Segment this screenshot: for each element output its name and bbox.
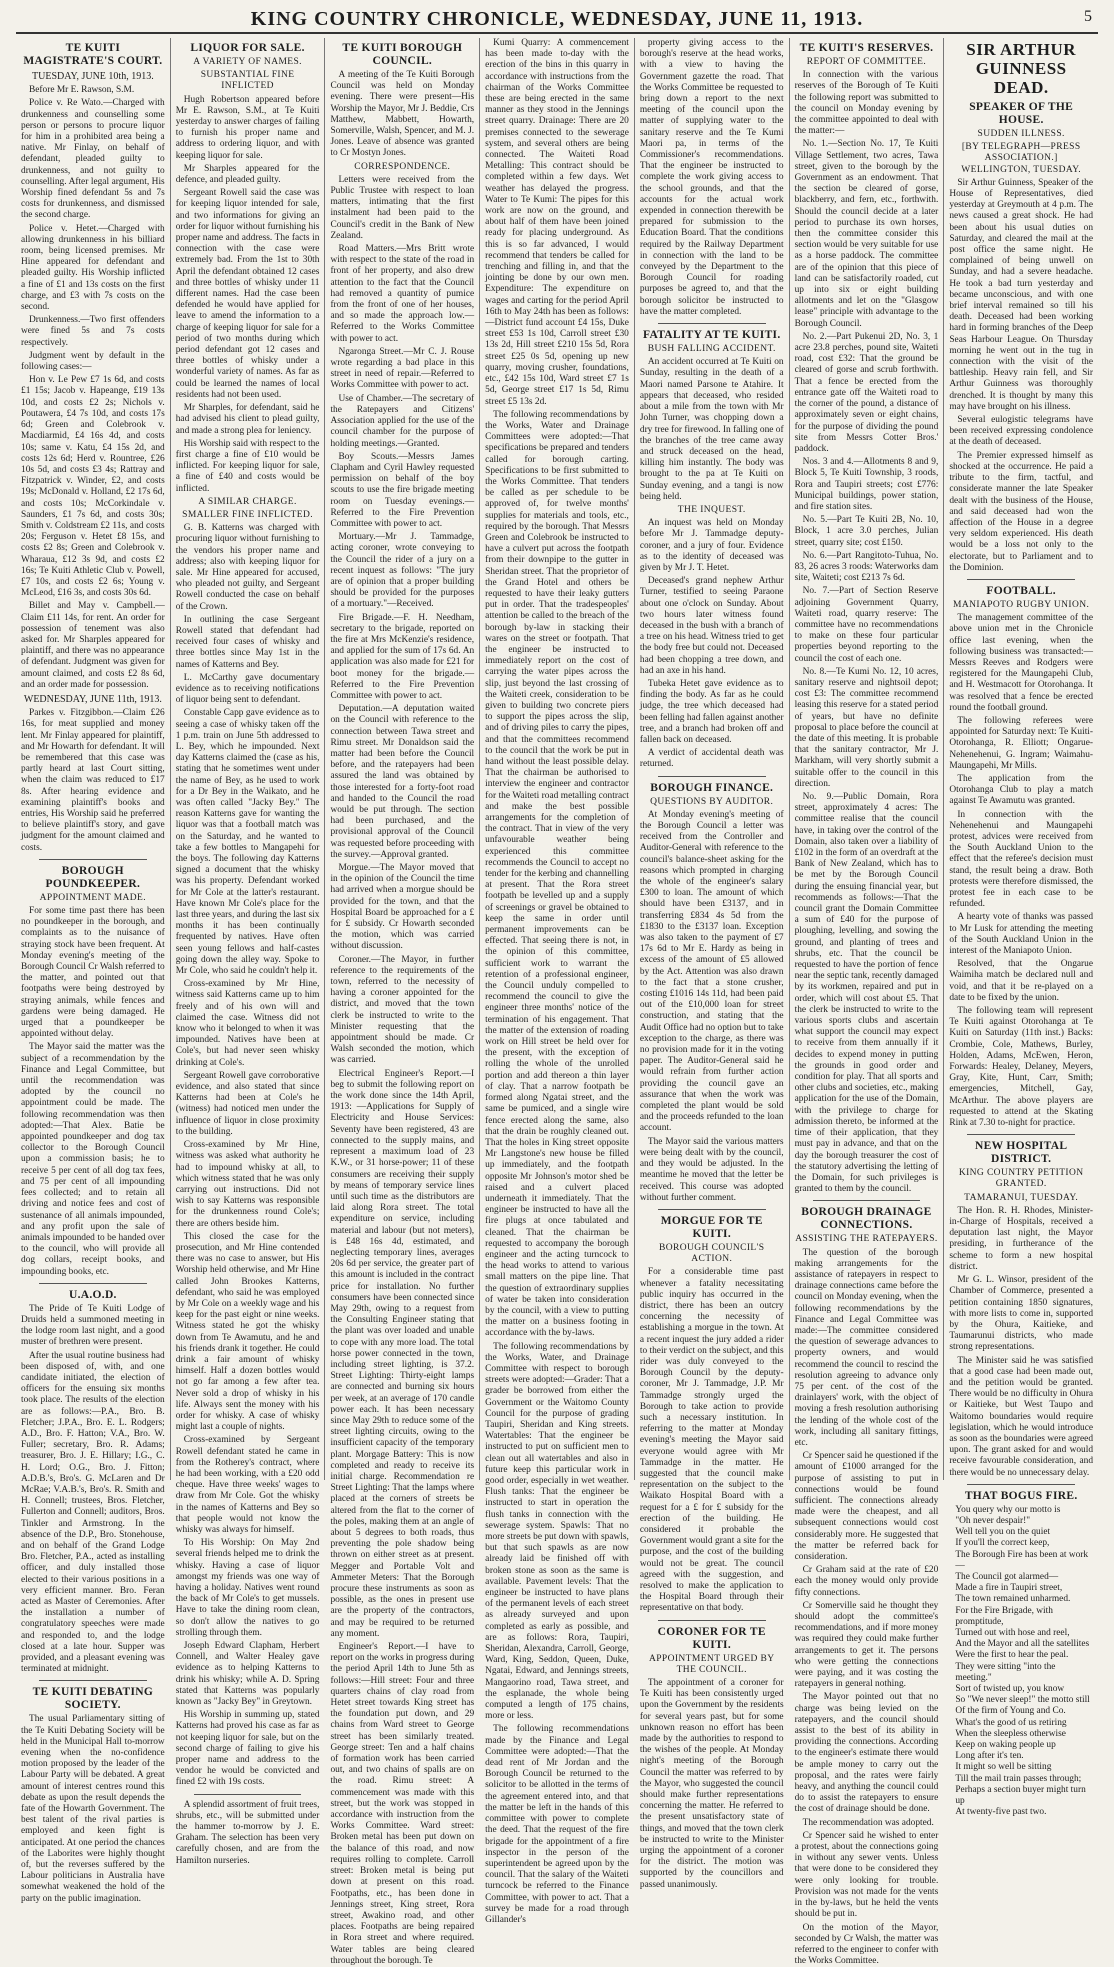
column-7 [944, 38, 1098, 1480]
poem-line: What's the good of us retiring [949, 1718, 1093, 1729]
paragraph: Cr Spencer said he questioned if the amount of £1000 arranged for the purpose of assisting to put in connections would be found sufficient. The connections already made were the cheapest, and all subsequent connections would cost considerably more. He suggested that the matter be referred back for consideration. [795, 1451, 939, 1563]
subheading: BUSH FALLING ACCIDENT. [640, 344, 784, 355]
paragraph: Before Mr E. Rawson, S.M. [21, 85, 165, 96]
paragraph: No. 9.—Public Domain, Rora street, approximately 4 acres: The committee realise that the council have, in taking over the control of the Domain, also taken over a liability of £102 in the form of an overdraft at the Bank of New Zealand, which has to be met by the Borough Council during the ensuing financial year, but recommends as follows:—That the council grant the Domain Committee a sum of £40 for the purpose of ploughing, levelling, and sowing the ground, and planting of trees and shrubs, etc. That the council be requested to have the portion of fence near the septic tank, recently damaged by its workmen, repaired and put in order, which will cost about £5. That the clerk be instructed to write to the various sports clubs and ascertain what support the council may expect to receive from them annually if it decides to expend money in putting the grounds in good order and condition for play. That all sports and other clubs and societies, etc., making application for the use of the Domain, with the privilege to charge for admission thereto, be informed at the time of their application, that they must pay in advance, and that on the day the borough treasurer the cost of the statutory advertising the letting of the Domain, for such privileges is granted to them by the council. [795, 792, 939, 1195]
poem-line: For the Fire Brigade, with promptitude, [949, 1606, 1093, 1628]
paragraph: Coroner.—The Mayor, in further reference to the requirements of the town, referred to the necessity of having a coroner appointed for the district, and moved that the town clerk be instructed to write to the Minister requesting that the appointment should be made. Cr Walsh seconded the motion, which was carried. [330, 955, 474, 1067]
subheading: CORRESPONDENCE. [330, 162, 474, 173]
column-4 [480, 38, 635, 1480]
paragraph: In connection with the Nehenehenui and Maungapehi protest, advices were received from the South Auckland Union to the effect that the referee's decision must stand, the result being a draw. Both protests were therefore dismissed, the protest fee in each case to be refunded. [949, 810, 1093, 911]
subheading: QUESTIONS BY AUDITOR. [640, 797, 784, 808]
newspaper-title: KING COUNTRY CHRONICLE, WEDNESDAY, JUNE 11, 1913. [0, 8, 1114, 31]
paragraph: property giving access to the borough's reserve at the head works, with a view to having the Government gazette the road. That the Works Committee be requested to bring down a report to the next meeting of the council upon the matter of supplying water to the sanitary reserve and the Te Kumi Maori pa, in terms of the Commissioner's recommendations. That the engineer be instructed to complete the work giving access to the school grounds, and that the accounts for the actual work expended in connection therewith be prepared for submission to the Education Board. That the conditions required by the Railway Department in connection with the land to be conveyed by the Department to the Borough Council for roading purposes be agreed to, and that the borough solicitor be instructed to have the matter completed. [640, 38, 784, 318]
paragraph: An inquest was held on Monday before Mr J. Tammadge deputy-coroner, and a jury of four. Evidence as to the identity of deceased was given by Mr J. T. Hetet. [640, 518, 784, 574]
divider [967, 579, 1075, 580]
subheading: A SIMILAR CHARGE. [176, 497, 320, 508]
column-3 [325, 38, 480, 1480]
finance-heading: BOROUGH FINANCE. [640, 782, 784, 795]
column-1 [16, 38, 171, 1480]
paragraph: A meeting of the Te Kuiti Borough Council was held on Monday evening. There were present—His Worship the Mayor, Mr J. Beddie, Crs Matthew, Mabbett, Howarth, Somerville, Walsh, Spencer, and M. J. Jones. Leave of absence was granted to Cr Mostyn Jones. [330, 70, 474, 160]
poem-line: Were the first to hear the peal. [949, 1650, 1093, 1661]
subheading: BOROUGH COUNCIL'S ACTION. [640, 1243, 784, 1265]
divider [39, 1680, 147, 1681]
poem-line: The town remained unharmed. [949, 1594, 1093, 1605]
council-heading: TE KUITI BOROUGH COUNCIL. [330, 42, 474, 68]
fatality-heading: FATALITY AT TE KUITI. [640, 329, 784, 342]
subheading: THE INQUEST. [640, 505, 784, 516]
debating-heading: TE KUITI DEBATING SOCIETY. [21, 1686, 165, 1712]
paragraph: The following recommendations by the Works, Water, and Drainage Committee with respect to borough streets were adopted:—Grader: That a grader be borrowed from either the Government or the Waitomo County Council for the purpose of grading Taupiri, Sheridan and King streets. Watertables: That the engineer be instructed to put on sufficient men to clean out all watertables and also in future keep this particular work in good order, especially in wet weather. Flush tanks: That the engineer be instructed to start in operation the flush tanks in connection with the sewerage system. Spawls: That no more streets be put down with spawls, but that such spawls as are now already laid be finished off with broken stone as soon as the same is available. Pavement levels: That the engineer be instructed to have plans of the permanent levels of each street as already surveyed and upon completed as early as possible, and are as follows: Rora, Taupiri, Sheridan, Alexandra, Carroll, George, Ward, King, Seddon, Queen, Duke, Ngatai, Edward, and Jennings streets, Mangaorino road, Tawa street, and the esplanade, the whole being computed a length of 175 chains, more or less. [485, 1342, 629, 1723]
paragraph: No. 5.—Part Te Kuiti 2B, No. 10, Block, 1 acre 3.0 perches, Julian street, quarry site; cost £150. [795, 515, 939, 549]
poem-line: At twenty-five past two. [949, 1807, 1093, 1818]
paragraph: Constable Capp gave evidence as to seeing a case of whisky taken off the 1 p.m. train on June 5th addressed to L. Bey, which he impounded. Next day Katterns claimed the (case as his, stating that he sometimes went under the name of Bey, as he used to work for a Dr Bey in the Waikato, and he was often called "Jacky Bey." The reason Katterns gave for wanting the liquor was that a football match was on the Saturday, and he wanted to take a few bottles to Mangapehi for the boys. The following day Katterns signed a document that the whisky was his property. Defendant worked for Mr Cole at the latter's restaurant. Have known Mr Cole's place for the last three years, and during the last six months it has been continually frequented by natives. Have often seen young fellows and half-castes going down the alley way. Spoke to Mr Cole, who said he couldn't help it. [176, 708, 320, 977]
paragraph: Road Matters.—Mrs Britt wrote with respect to the state of the road in front of her property, and also drew attention to the fact that the Council had removed a quantity of pumice from the front of one of her houses, and so made the approach low.—Referred to the Works Committee with power to act. [330, 244, 474, 345]
morgue-heading: MORGUE FOR TE KUITI. [640, 1215, 784, 1241]
paragraph: The following recommendations made by the Finance and Legal Committee were adopted:—That the dead rent of Mr Jordan and the Borough Council be returned to the solicitor to be allotted in the terms of the agreement entered into, and that the matter be left in the hands of this committee with power to complete the deed. That the request of the fire brigade for the appointment of a fire inspector in the person of the superintendent be agreed upon by the council. That the salary of the Waiteti turncock be referred to the Finance Committee, with power to act. That a survey be made for a road through Gillander's [485, 1724, 629, 1926]
poem-line: Long after it's ten. [949, 1751, 1093, 1762]
liquor-heading: LIQUOR FOR SALE. [176, 42, 320, 55]
guinness-heading: SIR ARTHUR GUINNESS DEAD. [949, 40, 1093, 97]
subheading: APPOINTMENT URGED BY THE COUNCIL. [640, 1654, 784, 1676]
divider [967, 1134, 1075, 1135]
subheading: REPORT OF COMMITTEE. [795, 57, 939, 68]
paragraph: L. McCarthy gave documentary evidence as to receiving notifications of liquor being sent to defendant. [176, 673, 320, 707]
divider [658, 1620, 766, 1621]
date-line: TUESDAY, JUNE 10th, 1913. [21, 71, 165, 82]
poundkeeper-heading: BOROUGH POUNDKEEPER. [21, 865, 165, 891]
paragraph: Mortuary.—Mr J. Tammadge, acting coroner, wrote conveying to the Council the rider of a jury on a recent inquest as follows: "The jury are of opinion that a proper building should be provided for the purposes of a mortuary."—Received. [330, 532, 474, 610]
paragraph: In connection with the various reserves of the Borough of Te Kuiti the following report was submitted to the council on Monday evening by the committee appointed to deal with the matter:— [795, 70, 939, 137]
paragraph: Mr Sharples appeared for the defence, and pleaded guilty. [176, 164, 320, 186]
paragraph: Deceased's grand nephew Arthur Turner, testified to seeing Paraone about one o'clock on Sunday. About two hours later witness found deceased in the bush with a branch of a tree on his head. Witness tried to get the body free but could not. Deceased had been chopping a tree down, and had an axe in his hand. [640, 576, 784, 677]
paragraph: Parkes v. Fitzgibbon.—Claim £26 16s, for meat supplied and money lent. Mr Finlay appeared for plaintiff, and Mr Howarth for defendant. It will be remembered that this case was partly heard at last Court sitting, when the claim was reduced to £17 8s. After hearing evidence and examining plaintiff's books and entries, His Worship said he preferred to believe plaintiff's story, and gave judgment for the amount claimed and costs. [21, 708, 165, 854]
paragraph: His Worship in summing up, stated Katterns had proved his case as far as not keeping liquor for sale, but on the second charge of failing to give his proper name and address to the vendor he would be convicted and fined £2 with 19s costs. [176, 1710, 320, 1788]
poem-line: Perhaps a section buyer might turn up [949, 1785, 1093, 1807]
paragraph: Sergeant Rowell said the case was for keeping liquor intended for sale, and two informations for giving an order for liquor without furnishing his proper name and address. The facts in connection with the case were extremely bad. From the 1st to 30th April the defendant obtained 12 cases and three bottles of whisky under 11 different names. Had the case been defended he would have applied for leave to amend the information to a charge of keeping liquor for sale for a period of two months during which period defendant got 12 cases and three bottles of whisky under a wonderful variety of names. As far as could be learned the names of local residents had not been used. [176, 188, 320, 401]
poem-line: If you'll the correct keep, [949, 1538, 1093, 1549]
paragraph: Drunkenness.—Two first offenders were fined 5s and 7s costs respectively. [21, 315, 165, 349]
subheading: KING COUNTRY PETITION GRANTED. [949, 1168, 1093, 1190]
page-number: 5 [1084, 8, 1092, 26]
paragraph: Billet and May v. Campbell.—Claim £11 14s, for rent. An order for possession of tenement was also asked for. Mr Sharples appeared for plaintiff, and there was no appearance of defendant. Judgment was given for amount claimed, and costs £2 8s 6d, and an order made for possession. [21, 601, 165, 691]
paragraph: A verdict of accidental death was returned. [640, 748, 784, 770]
divider [194, 1794, 302, 1795]
paragraph: A splendid assortment of fruit trees, shrubs, etc., will be submitted under the hammer to-morrow by J. E. Graham. The selection has been very carefully chosen, and are from the Hamilton nurseries. [176, 1800, 320, 1867]
paragraph: The usual Parliamentary sitting of the Te Kuiti Debating Society will be held in the Municipal Hall to-morrow evening when the no-confidence motion proposed by the leader of the Labour Party will be debated. A great amount of interest centres round this debate as upon the result depends the fate of the Howarth Government. The best talent of the rival parties is employed and keen fight is anticipated. At one period the chances of the Laborites were highly thought of, but the reverses suffered by the Labour politicians in Australia have somewhat weakened the hold of the party on the public imagination. [21, 1714, 165, 1904]
bogus-fire-heading: THAT BOGUS FIRE. [949, 1490, 1093, 1503]
paragraph: The application from the Otorohanga Club to play a match against Te Awamutu was granted. [949, 774, 1093, 808]
paragraph: On the motion of the Mayor, seconded by Cr Walsh, the matter was referred to the engineer to confer with the Works Committee. [795, 1923, 939, 1967]
poem-line: They were sitting "into the meeting." [949, 1662, 1093, 1684]
football-heading: FOOTBALL. [949, 585, 1093, 598]
paragraph: The Mayor said the various matters were being dealt with by the council, and they would be adjusted. In the meantime he moved that the letter be received. This course was adopted without further comment. [640, 1137, 784, 1204]
column-6 [790, 38, 945, 1480]
paragraph: The Mayor said the matter was the subject of a recommendation by the Finance and Legal Committee, but until the recommendation was adopted by the council no appointment could be made. The following recommendation was then adopted:—That Alex. Batie be appointed poundkeeper and dog tax collector to the Borough Council upon a commission basis; he to receive 5 per cent of all dog tax fees, and 75 per cent of all impounding fees collected; and to retain all driving and notice fees and cost of sustenance of all animals impounded, and any profit upon the sale of animals impounded to be handed over to the council, who will provide all dog collars, receipt books, and impounding books, etc. [21, 1042, 165, 1277]
poem-line: The Borough Fire has been at work— [949, 1550, 1093, 1572]
paragraph: The Premier expressed himself as shocked at the occurrence. He paid a tribute to the firm, tactful, and considerate manner the late Speaker dealt with the business of the House, and said deceased had won the affection of the House in a degree very seldom experienced. His death would be a loss not only to the electorate, but to Parliament and to the Dominion. [949, 451, 1093, 574]
poem-line: "Oh never despair!" [949, 1516, 1093, 1527]
paragraph: Ngaronga Street.—Mr C. J. Rouse wrote regarding a bad place in this street in need of repair.—Referred to Works Committee with power to act. [330, 347, 474, 392]
paragraph: Sir Arthur Guinness, Speaker of the House of Representatives, died yesterday at Greymouth at 4 p.m. The news caused a great shock. He had been about his usual duties on Saturday, and cleared the mail at the post office the same night. He complained of being unwell on Sunday, and had a severe headache. He took a bad turn yesterday and became unconscious, and with one brief interval remained so till his death. Deceased had been working hard in forming branches of the Deep Seas Harbour League. On Thursday morning he went out in the tug in connection with the visit of the battleship. Heavy rain fell, and Sir Arthur Guinness was thoroughly drenched. It is thought by many this may have brought on his illness. [949, 178, 1093, 413]
poem-line: Turned out with hose and reel, [949, 1628, 1093, 1639]
subheading: SMALLER FINE INFLICTED. [176, 510, 320, 521]
paragraph: Boy Scouts.—Messrs James Clapham and Cyril Hawley requested permission on behalf of the boy scouts to use the fire brigade meeting room on Tuesday evenings.—Referred to the Fire Prevention Committee with power to act. [330, 452, 474, 530]
paragraph: Electrical Engineer's Report.—I beg to submit the following report on the work done since the 14th April, 1913: —Applications for Supply of Electricity and House Services: Seventy have been registered, 43 are connected to the supply mains, and represent a maximum load of 23 K.W., or 31 horse-power; 11 of these consumers are receiving their supply by means of temporary service lines until such time as the distributors are laid along Rora street. The total expenditure on service, including material and labour (but not meters), is £48 16s 4d, estimated, and neglecting temporary lines, averages 20s 6d per service, the greater part of this amount is included in the contract price for installation. No further consumers have been connected since May 29th, owing to a request from the Consulting Engineer stating that the plant was over loaded and unable to cope with any more load. The total horse power connected in the town, including street lighting, is 37.2. Street Lighting: Thirty-eight lamps are connected and burning six hours per week, at an average of 170 candle power each. It has been necessary since May 29th to reduce some of the street lighting circuits, owing to the insufficient capacity of the temporary plant. Morgage Battery: This is now completed and ready to receive its initial charge. Recommendation re Street Lighting: That the lamps where placed at the corners of streets be altered from the flat to the corner of the poles, making them at an angle of about 5 degrees to both roads, thus preventing the pole shadow being thrown on either street as at present. Megger and Portable Volt and Ammeter Meters: That the Borough procure these instruments as soon as possible, as the ones in present use are the property of the contractors, and may be required to be returned any moment. [330, 1069, 474, 1640]
paragraph: Cr Spencer said he wished to enter a protest, about the connections going in without any sewer vents. Unless that were done to be considered they were only looking for trouble. Provision was not made for the vents in the by-laws, but he held the vents should be put in. [795, 1831, 939, 1921]
press-line: [BY TELEGRAPH—PRESS ASSOCIATION.] WELLINGTON, TUESDAY. [949, 142, 1093, 176]
poem-line: Sort of twisted up, you know [949, 1684, 1093, 1695]
poem-line: It might so well be sitting [949, 1762, 1093, 1773]
poem-line: When the sleepless otherwise [949, 1729, 1093, 1740]
subheading: SUDDEN ILLNESS. [949, 129, 1093, 140]
poem-line: You query why our motto is [949, 1505, 1093, 1516]
paragraph: Mr G. L. Winsor, president of the Chamber of Commerce, presented a petition containing 1850 signatures, with more lists to come in, supported by the Ohura, Kaitieke, and Taumarunui districts, who made strong representations. [949, 1275, 1093, 1353]
poem-line: Keep on waking people up [949, 1740, 1093, 1751]
paragraph: For some time past there has been no poundkeeper in the borough, and complaints as to the nuisance of straying stock have been frequent. At Monday evening's meeting of the Borough Council Cr Walsh referred to the matter, and pointed out that footpaths were being destroyed by straying animals, while fences and gardens were being damaged. He urged that a poundkeeper be appointed without delay. [21, 906, 165, 1040]
poem-line: Of the firm of Young and Co. [949, 1706, 1093, 1717]
uaod-heading: U.A.O.D. [21, 1289, 165, 1302]
paragraph: Deputation.—A deputation waited on the Council with reference to the connection between Tawa street and Rimu street. Mr Donaldson said the matter had been before the Council before, and the ratepayers had been assured the land was obtained by those interested for a forty-foot road and handed to the Council the road would be put through. The section had been purchased, and the provisional approval of the Council was requested before proceeding with the survey.—Approval granted. [330, 704, 474, 861]
paragraph: The following team will represent Te Kuiti against Otorohanga at Te Kuiti on Saturday (11th inst.) Backs: Crombie, Cole, Mathews, Burley, Holden, Adams, McEwen, Heron, Forwards: Healey, Delaney, Meyers, Gray, Kite, Hunt, Carr, Smith; emergencies, Mitchell, Gay, McArthur. The above players are requested to attend at the Skating Rink at 7.30 to-night for practice. [949, 1006, 1093, 1129]
masthead-rule [16, 32, 1098, 34]
paragraph: The management committee of the above union met in the Chronicle office last evening, when the following business was transacted:—Messrs Reeves and Rodgers were registered for the Maungapehi Club, and H. Westmacott for Otorohanga. It was resolved that a fence be erected round the football ground. [949, 613, 1093, 714]
subheading: SPEAKER OF THE HOUSE. [949, 101, 1093, 127]
paragraph: Cross-examined by Sergeant Rowell defendant stated he came in from the Rotherey's contract, where he had been working, with a £20 odd cheque. Have three weeks' wages to draw from Mr Cole. Got the whisky in the names of Katterns and Bey so that people would not know the whisky was always for himself. [176, 1435, 320, 1536]
paragraph: His Worship said with respect to the first charge a fine of £10 would be inflicted. For keeping liquor for sale, a fine of £40 and costs would be inflicted. [176, 439, 320, 495]
masthead [0, 0, 1114, 34]
paragraph: No. 6.—Part Rangitoto-Tuhua, No. 83, 26 acres 3 roods: Waterworks dam site, Waiteti; cost £213 7s 6d. [795, 551, 939, 585]
paragraph: Several eulogistic telegrams have been received expressing condolence at the death of deceased. [949, 415, 1093, 449]
paragraph: The Mayor pointed out that no charge was being levied on the ratepayers, and the council should assist to the best of its ability in providing the connections. According to the engineer's estimate there would be ample money to carry out the proposal, and the rates were fairly heavy, and anything the council could do to assist the ratepayers to ensure the cost of drainage should be done. [795, 1692, 939, 1815]
paragraph: Police v. Hetet.—Charged with allowing drunkenness in his billiard room, being licensed premises. Mr Hine appeared for defendant and pleaded guilty. His Worship inflicted a fine of £1 and 13s costs on the first charge, and £3 with 7s costs on the second. [21, 224, 165, 314]
divider [39, 859, 147, 860]
paragraph: No. 8.—Te Kumi No. 12, 10 acres, sanitary reserve and nightsoil depot; cost £3: The committee recommend leasing this reserve for a stated period of years, but have no definite proposal to place before the council at the date of this meeting. It is probable that the sanitary contractor, Mr J. Markham, will very shortly submit a suitable offer to the council in this direction. [795, 667, 939, 790]
paragraph: For a considerable time past whenever a fatality necessitating public inquiry has occurred in the district, there has been an outcry concerning the necessity of establishing a morgue in the town. At a recent inquest the jury added a rider to their verdict on the subject, and this rider was duly conveyed to the Borough Council by the deputy-coroner, Mr J. Tammadge, J.P. Mr Tammadge strongly urged the Borough to take action to provide such a necessary institution. In referring to the matter at Monday evening's meeting the Mayor said everyone would agree with Mr Tammadge in the matter. He suggested that the council make representation on the subject to the Waikato Hospital Board with a request for a £ for £ subsidy for the erection of the building. He considered it probable the Government would grant a site for the purpose, and the cost of the building would not be great. The council agreed with the suggestion, and resolved to make the application to the Hospital Board through their representative on that body. [640, 1267, 784, 1614]
paragraph: In outlining the case Sergeant Rowell stated that defendant had received four cases of whisky and three bottles since May 1st in the names of Katterns and Bey. [176, 615, 320, 671]
paragraph: Tubeka Hetet gave evidence as to finding the body. As far as he could judge, the tree which deceased had been felling had fallen against another tree, and a branch had broken off and fallen back on deceased. [640, 679, 784, 746]
paragraph: The question of the borough making arrangements for the assistance of ratepayers in respect to drainage connections came before the council on Monday evening, when the following recommendations by the Finance and Legal Committee was made:—The committee considered the question of sewerage advances to property owners, and would recommend the council to rescind the resolution agreeing to advance only 75 per cent. of the cost of the drainlayers' work, with the object of moving a fresh resolution authorising the lending of the whole cost of the work, including all sanitary fittings, etc. [795, 1248, 939, 1450]
paragraph: No. 2.—Part Pukenui 2D, No. 3, 1 acre 23.8 perches, pound site, Waiteti road, cost £32: That the ground be cleared of gorse and scrub forthwith. That a fence be erected from the entrance gate off the Waiteti road to the corner of the pound, a distance of approximately seven or eight chains, for the purpose of dividing the pound site from Messrs Cotter Bros.' paddock. [795, 332, 939, 455]
divider [39, 1283, 147, 1284]
poem-line: And the Mayor and all the satellites [949, 1639, 1093, 1650]
column-5 [635, 38, 790, 1480]
paragraph: Letters were received from the Public Trustee with respect to loan matters, intimating that the first instalment had been paid to the Council's credit in the Bank of New Zealand. [330, 175, 474, 242]
poem-line: The Council got alarmed— [949, 1572, 1093, 1583]
paragraph: A hearty vote of thanks was passed to Mr Lusk for attending the meeting of the South Auckland Union in the interest of the Maniapoto Union. [949, 912, 1093, 957]
paragraph: The Minister said he was satisfied that a good case had been made out, and the petition would be granted. There would be no difficulty in Ohura or Kaitieke, but West Taupo and Waitomo boundaries would require legislation, which he would introduce as soon as the boundaries were agreed upon. The grant asked for and would receive favourable consideration, and there would be no unnecessary delay. [949, 1356, 1093, 1479]
paragraph: G. B. Katterns was charged with procuring liquor without furnishing to the vendors his proper name and address; also with keeping liquor for sale. Mr Hine appeared for accused, who pleaded not guilty, and Sergeant Rowell conducted the case on behalf of the Crown. [176, 523, 320, 613]
paragraph: Hugh Robertson appeared before Mr E. Rawson, S.M., at Te Kuiti yesterday to answer charges of failing to furnish his proper name and address to ordering liquor, and with keeping liquor for sale. [176, 95, 320, 162]
paragraph: The appointment of a coroner for Te Kuiti has been consistently urged upon the Government by the residents for several years past, but for some unknown reason no effort has been made by the authorities to respond to the wishes of the people. At Monday night's meeting of the Borough Council the matter was referred to by the Mayor, who suggested the council should make further representations concerning the matter. He referred to the present unsatisfactory state of things, and moved that the town clerk be instructed to write to the Minister urging the appointment of a coroner for the district. The motion was supported by the councillors and passed unanimously. [640, 1678, 784, 1891]
paragraph: Judgment went by default in the following cases:— [21, 351, 165, 373]
poem-line: Made a fire in Taupiri street, [949, 1583, 1093, 1594]
paragraph: Cross-examined by Mr Hine, witness said Katterns came up to him freely and of his own will and claimed the case. Witness did not know who it belonged to when it was impounded. Natives have been at Cole's, but had never seen whisky drinking at Cole's. [176, 979, 320, 1069]
paragraph: The Pride of Te Kuiti Lodge of Druids held a summoned meeting in the lodge room last night, and a good muster of brethren were present. [21, 1304, 165, 1349]
divider [813, 1200, 921, 1201]
poem [949, 1505, 1093, 1819]
poem-line: So "We never sleep!" the motto still [949, 1695, 1093, 1706]
subheading: A VARIETY OF NAMES. [176, 57, 320, 68]
paragraph: An accident occurred at Te Kuiti on Sunday, resulting in the death of a Maori named Parsone te Atahire. It appears that deceased, who resided about a mile from the town with Mr John Turner, was chopping down a dry tree for firewood. In falling one of the branches of the tree came away and struck deceased on the head, killing him instantly. The body was brought to the pa at Te Kuiti on Sunday evening, and a tangi is now being held. [640, 357, 784, 503]
magistrate-heading: TE KUITI MAGISTRATE'S COURT. [21, 42, 165, 68]
paragraph: The recommendation was adopted. [795, 1818, 939, 1829]
paragraph: Fire Brigade.—F. H. Needham, secretary to the brigade, reported on the fire at Mrs McKenzie's residence, and applied for the sum of 17s 6d. An application was also made for £21 for boot money for the brigade.—Referred to the Fire Prevention Committee with power to act. [330, 613, 474, 703]
paragraph: No. 1.—Section No. 17, Te Kuiti Village Settlement, two acres, Tawa street, given to the borough by the Government as an endowment. That the section be cleared of gorse, blackberry, and fern, etc., forthwith. Should the council decide at a later period to purchase its own horses, then the committee consider this section would be very suitable for use as a horse paddock. The committee are of the opinion that this piece of land can be satisfactorily roaded, cut up into six or eight building allotments and let on the "Glasgow lease" principle with advantage to the Borough Council. [795, 139, 939, 329]
paragraph: Police v. Re Wato.—Charged with drunkenness and counselling some person or persons to procure liquor for him in a prohibited area being a native. Mr Finlay, on behalf of defendant, pleaded guilty to drunkenness, and not guilty to counselling. After legal argument, His Worship fined defendant 5s and 7s costs for drunkenness, and dismissed the second charge. [21, 98, 165, 221]
hospital-heading: NEW HOSPITAL DISTRICT. [949, 1140, 1093, 1166]
subheading: SUBSTANTIAL FINE INFLICTED [176, 70, 320, 92]
paragraph: The following recommendations by the Works, Water and Drainage Committees were adopted:—That specifications be prepared and tenders called for borough carting. Specifications to be first submitted to the Works Committee. That tenders be called as per schedule to be approved of, for twelve months' supplies for materials and tools, etc., required by the borough. That Messrs Green and Colebrook be instructed to have a culvert put across the footpath from their downpipe to the gutter in Sheridan street. That the proprietor of the Grand Hotel and others be requested to have their leaky gutters put in order. That the tradespeoples' attention be called to the breach of the borough by-law in stacking their wares on the street or footpath. That the engineer be instructed to immediately report on the cost of carrying the water pipes across the slip, just beyond the last crossing of the Waiteti creek, consideration to be given to building two concrete piers to support the pipes across the slip, and of driving piles to carry the pipes, and that the committees recommend to the council that the work be put in hand without the least possible delay. That the chairman be authorised to interview the engineer and contractor for the Waiteti road metalling contract and make the best possible arrangements for the completion of the contract. That in view of the very unfavourable weather being experienced this committee recommends the Council to accept no tender for the kerbing and channelling at present. That the Rora street footpath be levelled up and a supply of screenings or gravel be obtained to keep the same in order until permanent improvements can be effected. That seeing there is not, in the opinion of this committee, sufficient work to warrant the retention of a professional engineer, the Council unduly compelled to recommend the council to give the engineer three months' notice of the termination of his engagement. That the matter of the extension of roading work on Hill street be held over for the present, with the exception of rolling the whole of the unrolled portion and add thereon a thin layer of clay. That a narrow footpath be formed along Ngatai street, and the same be pumiced, and a single wire fence erected along the same, also that the drain be roughly cleaned out. That the holes in King street opposite Mr Langstone's new house be filled up immediately, and the footpath opposite Mr Johnson's motor shed be raised and a culvert placed underneath it immediately. That the engineer be instructed to have all the fire plugs at once tabulated and cleaned. That the chairman be requested to accompany the borough engineer and the acting turncock to the head works to attend to various small matters on the pipe line. That the question of extraordinary supplies of water be taken into consideration by the council, with a view to putting the matter on a business footing in accordance with the by-laws. [485, 410, 629, 1340]
paragraph: This closed the case for the prosecution, and Mr Hine contended there was no case to answer, but His Worship held otherwise, and Mr Hine called John Brookes Katterns, defendant, who said he was employed by Mr Cole on a weekly wage and his keep for the past eight or nine weeks. Witness stated he got the whisky down from Te Awamutu, and he and his friends drank it together. He could drink a fair amount of whisky himself. Half a dozen bottles would not go far among a few after tea. Never sold a drop of whisky in his life. Always sent the money with his order for whisky. A case of whisky might last a couple of nights. [176, 1232, 320, 1434]
divider [967, 1484, 1075, 1485]
poem-line: Well tell you on the quiet [949, 1527, 1093, 1538]
paragraph: Engineer's Report.—I have to report on the works in progress during the period April 14th to June 5th as follows:—Hill street: Four and three quarters chains of clay road from Hetet street towards King street has the foundation put down, and 29 chains from Ward street to George street has been similarly treated. George street: Ten and a half chains of formation work has been carried out, and two chains of spalls are on the road. Rimu street: A commencement was made with this street, but the work was stopped in accordance with instruction from the Works Committee. Ward street: Broken metal has been put down on the balance of this road, and now requires rolling to complete. Carroll street: Broken metal is being put down at present on this road. Footpaths, etc., has been done in Jennings street, King street, Rora street, Awakino road, and other places. Footpaths are being repaired in Rora street and where required. Water tables are being cleared throughout the borough. Te [330, 1642, 474, 1967]
paragraph: Resolved, that the Ongarue Waimiha match be declared null and void, and that it be re-played on a date to be fixed by the union. [949, 959, 1093, 1004]
paragraph: No. 7.—Part of Section Reserve adjoining Government Quarry, Waiteti road, quarry reserve: The committee have no recommendations to make on these four particular properties beyond reporting to the council the cost of each one. [795, 586, 939, 664]
paragraph: After the usual routine business had been disposed of, with, and one candidate initiated, the election of officers for the ensuing six months took place. The results of the election are as follows:—P.A., Bro. B. Fletcher; J.P.A., Bro. E. L. Rodgers; A.D., Bro. F. Hatton; V.A., Bro. W. Fuller; secretary, Bro. R. Adams; treasurer, Bro. J. E. Hillary; I.G., C. H. Lord; O.G., Bro. J. Fitton; A.D.B.'s, Bro's. G. McLaren and Dr McRae; V.A.B.'s, Bro's. R. Smith and H. Connell; trustees, Bros. Fletcher, Fullerton and Connell; auditors, Bros. Tinkler and Armstrong. In the absence of the D.P., Bro. Stonehouse, and on behalf of the Grand Lodge Bro. Fletcher, P.A., acted as installing officer, and duly installed those elected to their various positions in a very efficient manner. Bro. Feran acted as Master of Ceremonies. After the installation a number of congratulatory speeches were made and responded to, and the lodge closed at a late hour. Supper was provided, and a pleasant evening was terminated at midnight. [21, 1351, 165, 1676]
divider [658, 323, 766, 324]
subheading: MANIAPOTO RUGBY UNION. [949, 600, 1093, 611]
paragraph: The Hon. R. H. Rhodes, Minister-in-Charge of Hospitals, received a deputation last night, the Mayor presiding, in furtherance of the scheme to form a new hospital district. [949, 1206, 1093, 1273]
coroner-heading: CORONER FOR TE KUITI. [640, 1626, 784, 1652]
paragraph: At Monday evening's meeting of the Borough Council a letter was received from the Controller and Auditor-General with reference to the council's balance-sheet asking for the reasons which prompted in charging the whole of the engineer's salary £300 to loan. The amount of which should have been £3137, and in transferring £834 4s 5d from the £1830 to the £3137 loan. Exception was also taken to the payment of £7 17s 6d to Mr E. Hardy as being in excess of the amount of £5 allowed by the Act. Attention was also drawn to the fact that a stone crusher, costing £1016 14s 11d, had been paid out of the £10,000 loan for street construction, and stating that the Audit Office had no option but to take exception to the charge, as there was no provision made for it in the voting paper. The Auditor-General said he would refrain from further action providing the council gave an assurance that when the work was completed the plant would be sold and the proceeds refunded to the loan account. [640, 810, 784, 1135]
subheading: APPOINTMENT MADE. [21, 893, 165, 904]
paragraph: Morgue.—The Mayor moved that in the opinion of the Council the time had arrived when a morgue should be provided for the town, and that the Hospital Board be approached for a £ for £ subsidy. Cr Howarth seconded the motion, which was carried without discussion. [330, 863, 474, 953]
columns [16, 38, 1098, 1480]
paragraph: The following referees were appointed for Saturday next: Te Kuiti-Otorohanga, R. Elliott; Ongarue-Nehenehenui, G. Ingram; Waimahu-Maungapehi, Mr Mills. [949, 716, 1093, 772]
poem-line: Till the mail train passes through; [949, 1774, 1093, 1785]
paragraph: Sergeant Rowell gave corroborative evidence, and also stated that since Katterns had been at Cole's he (witness) had noticed men under the influence of liquor in close proximity to the building. [176, 1071, 320, 1138]
paragraph: Hon v. Le Pew £7 1s 6d, and costs £1 15s; Jacob v. Hapeange, £19 13s 10d, and costs £2 2s; Nichols v. Poutawera, £4 7s 10d, and costs 17s 6d; Green and Colebrook v. Macdiarmid, £4 16s 4d, and costs 10s; same v. Katu, £4 15s 2d, and costs 12s 6d; Herd v. Rountree, £26 10s 5d, and costs £3 4s; Rattray and Fitzpatrick v. Winder, £2, and costs 19s; McDonald v. Holland, £2 17s 6d, and costs 10s; McCorkindale v. Saunders, £1 7s 6d, and costs 30s; Smith v. Coldstream £2 11s, and costs 20s; Ferguson v. Hetet £8 15s, and costs £2 8s; Green and Colebrook v. Wharaua, £12 3s 9d, and costs £2 16s; Te Kuiti Athletic Club v. Powell, £7 10s, and costs £2 6s; Young v. McLeod, £16 3s, and costs 30s 6d. [21, 375, 165, 599]
paragraph: Joseph Edward Clapham, Herbert Connell, and Walter Healey gave evidence as to helping Katterns to drink his whisky; while A. D. Spring stated that Katterns was popularly known as "Jacky Bey" in Greytown. [176, 1641, 320, 1708]
paragraph: Cross-examined by Mr Hine, witness was asked what authority he had to impound whisky at all, to which witness stated that he was only carrying out instructions. Did not wish to say Katterns was responsible for the drunkenness round Cole's; there are others beside him. [176, 1140, 320, 1230]
paragraph: Use of Chamber.—The secretary of the Ratepayers and Citizens' Association applied for the use of the council chamber for the purpose of holding meetings.—Granted. [330, 394, 474, 450]
divider [658, 776, 766, 777]
paragraph: Kumi Quarry: A commencement has been made to-day with the erection of the bins in this quarry in accordance with instructions from the chairman of the Works Committee these are being erected in the same manner as they stood in the Jennings street quarry. Drainage: There are 20 premises connected to the sewerage system, and several others are being connected. The Waiteti Road Metalling: This contract should be completed within a few days. Wet weather has delayed the progress. Water to Te Kumi: The pipes for this work are now on the ground, and about half of them have been joined ready for placing underground. As this is so far advanced, I would recommend that tenders be called for trenching and filling in, and that the jointing be done by our own men. Expenditure: The expenditure on wages and carting for the period April 16th to May 24th has been as follows:—District fund account £4 15s, Duke street £53 1s 10d, Carroll street £30 13s 2d, Hill street £210 15s 5d, Rora street £25 0s 5d, opening up new quarry, moving crusher, foundations, etc., £42 15s 10d, Ward street £7 1s 5d, George street £17 1s 5d, Rimu street £5 13s 2d. [485, 38, 629, 408]
dateline: TAMARANUI, TUESDAY. [949, 1193, 1093, 1204]
paragraph: Cr Somerville said he thought they should adopt the committee's recommendations, and if more money was required they could make further arrangements to get it. The persons who were getting the connections were paying, and it was costing the ratepayers in general nothing. [795, 1601, 939, 1691]
paragraph: Mr Sharples, for defendant, said he had advised his client to plead guilty, and made a strong plea for leniency. [176, 403, 320, 437]
paragraph: Nos. 3 and 4.—Allotments 8 and 9, Block 5, Te Kuiti Township, 3 roods, Rora and Taupiri streets; cost £776: Municipal buildings, power station, and fire station sites. [795, 457, 939, 513]
paragraph: To His Worship: On May 2nd several friends helped me to drink the whisky. Having a case of liquor amongst my friends was one way of having a holiday. Natives went round the back of Mr Cole's to get mussels. Have to take the dining room clean, so don't allow the natives to go strolling through them. [176, 1538, 320, 1639]
drainage-heading: BOROUGH DRAINAGE CONNECTIONS. [795, 1206, 939, 1232]
column-2 [171, 38, 326, 1480]
paragraph: Cr Graham said at the rate of £20 each the money would only provide fifty connections. [795, 1565, 939, 1599]
reserves-heading: TE KUITI'S RESERVES. [795, 42, 939, 55]
divider [658, 1209, 766, 1210]
date-line: WEDNESDAY, JUNE 11th, 1913. [21, 694, 165, 705]
subheading: ASSISTING THE RATEPAYERS. [795, 1234, 939, 1245]
